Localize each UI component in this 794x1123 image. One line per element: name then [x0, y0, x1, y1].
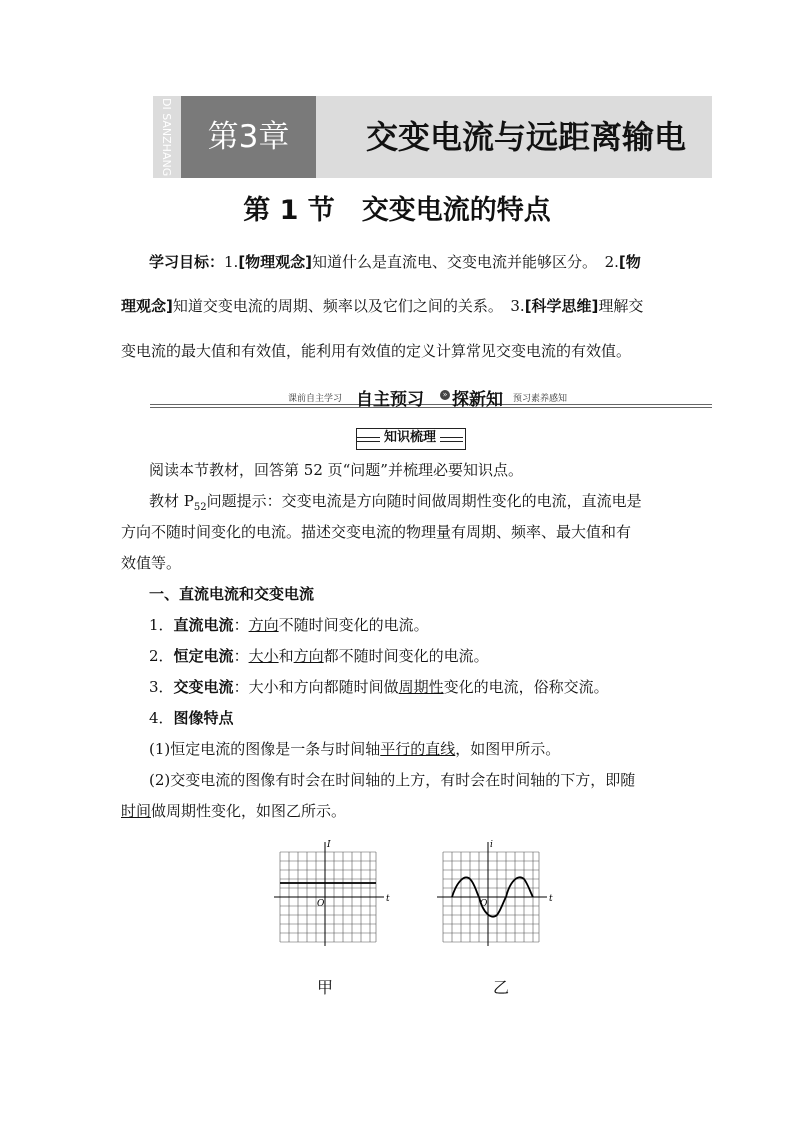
item-2-label: 恒定电流: [173, 647, 234, 665]
hint-line-1: [149, 491, 642, 518]
divider-line-bottom: [150, 407, 712, 408]
divider-arrow-icon: »: [440, 390, 450, 400]
obj2-text: 知道交变电流的周期、频率以及它们之间的关系。: [172, 297, 496, 315]
obj2-tag-b: 理观念]: [121, 297, 173, 315]
sub-1-underline: 平行的直线: [380, 740, 456, 758]
chapter-label: 第3章: [207, 119, 290, 155]
objectives-line-3: [121, 341, 631, 361]
item-3-colon: ：: [233, 678, 249, 696]
item-3-label: 交变电流: [173, 678, 234, 696]
objectives-prefix: 学习目标：: [149, 253, 225, 271]
figure-caption-right: 乙: [493, 978, 510, 997]
item-3-text: 大小和方向都随时间做: [248, 678, 399, 696]
sub-2-underline: 时间: [121, 802, 152, 820]
hint-line-2: 方向不随时间变化的电流。描述交变电流的物理量有周期、频率、最大值和有: [121, 523, 632, 541]
item-4-num: 4．: [149, 709, 174, 727]
item-1-label: 直流电流: [173, 616, 234, 634]
item-3-num: 3．: [149, 678, 174, 696]
item-4-label: 图像特点: [173, 709, 234, 727]
item-2-underline-1: 大小: [248, 647, 279, 665]
obj2-num: 2.: [604, 253, 619, 271]
divider-right-text: 预习素养感知: [513, 394, 568, 404]
objectives-line-2: [121, 296, 643, 316]
item-3: [149, 677, 609, 697]
obj1-tag: [物理观念]: [238, 253, 313, 271]
divider-left-text: 课前自主学习: [288, 394, 343, 404]
item-2-colon: ：: [233, 647, 249, 665]
item-1-colon: ：: [233, 616, 249, 634]
knowledge-box-label: 知识梳理: [380, 429, 440, 447]
obj1-text: 知道什么是直流电、交变电流并能够区分。: [312, 253, 590, 271]
chapter-title: 交变电流与远距离输电: [365, 118, 686, 156]
item-1: [149, 615, 429, 635]
objectives-line-1: [149, 252, 641, 272]
item-2: [149, 646, 489, 666]
origin-label: O: [480, 899, 488, 909]
divider-line-top: [150, 404, 712, 405]
sub-1-rest: ，如图甲所示。: [455, 740, 561, 758]
section-title: 第 1 节 交变电流的特点: [243, 195, 551, 226]
hint-line-3: 效值等。: [121, 554, 182, 572]
figure-caption-left: 甲: [317, 978, 334, 997]
divider-title-a: 自主预习: [356, 390, 424, 410]
obj3-num: 3.: [510, 297, 525, 315]
item-1-underline: 方向: [248, 616, 279, 634]
item-1-num: 1．: [149, 616, 174, 634]
y-axis-label: I: [327, 840, 331, 850]
obj3-text-a: 理解交: [598, 297, 644, 315]
divider-title-b: 探新知: [452, 390, 503, 410]
hint-prefix: 教材 P: [149, 492, 194, 510]
obj3-tag: [科学思维]: [524, 297, 599, 315]
hint-text-1: 问题提示：交变电流是方向随时间做周期性变化的电流，直流电是: [206, 492, 642, 510]
item-4: [149, 708, 234, 728]
sub-2-line-1: (2)交变电流的图像有时会在时间轴的上方，有时会在时间轴的下方，即随: [149, 771, 636, 789]
sub-1: [149, 739, 560, 759]
y-axis-label: i: [490, 840, 493, 850]
item-2-underline-2: 方向: [293, 647, 324, 665]
origin-label: O: [317, 899, 325, 909]
obj3-text-b: 变电流的最大值和有效值，能利用有效值的定义计算常见交变电流的有效值。: [121, 342, 632, 360]
x-axis-label: t: [386, 894, 390, 904]
figure-alternating-current: [433, 838, 558, 948]
item-3-underline: 周期性: [398, 678, 444, 696]
item-3-rest: 变化的电流，俗称交流。: [443, 678, 609, 696]
heading-1: 一、直流电流和交变电流: [149, 585, 315, 603]
hint-subscript: 52: [193, 502, 207, 513]
obj2-tag-a: [物: [618, 253, 641, 271]
chapter-side-text: DI SANZHANG: [160, 98, 173, 177]
item-2-num: 2．: [149, 647, 174, 665]
item-2-mid: 和: [278, 647, 294, 665]
item-2-rest: 都不随时间变化的电流。: [323, 647, 489, 665]
sub-2-line-2: [121, 801, 346, 821]
sub-1-text: (1)恒定电流的图像是一条与时间轴: [149, 740, 381, 758]
intro-text: 阅读本节教材，回答第 52 页“问题”并梳理必要知识点。: [149, 461, 523, 479]
x-axis-label: t: [549, 894, 553, 904]
obj1-num: 1.: [224, 253, 239, 271]
sub-2-rest: 做周期性变化，如图乙所示。: [151, 802, 347, 820]
figure-constant-current: [270, 838, 395, 948]
item-1-rest: 不随时间变化的电流。: [278, 616, 429, 634]
